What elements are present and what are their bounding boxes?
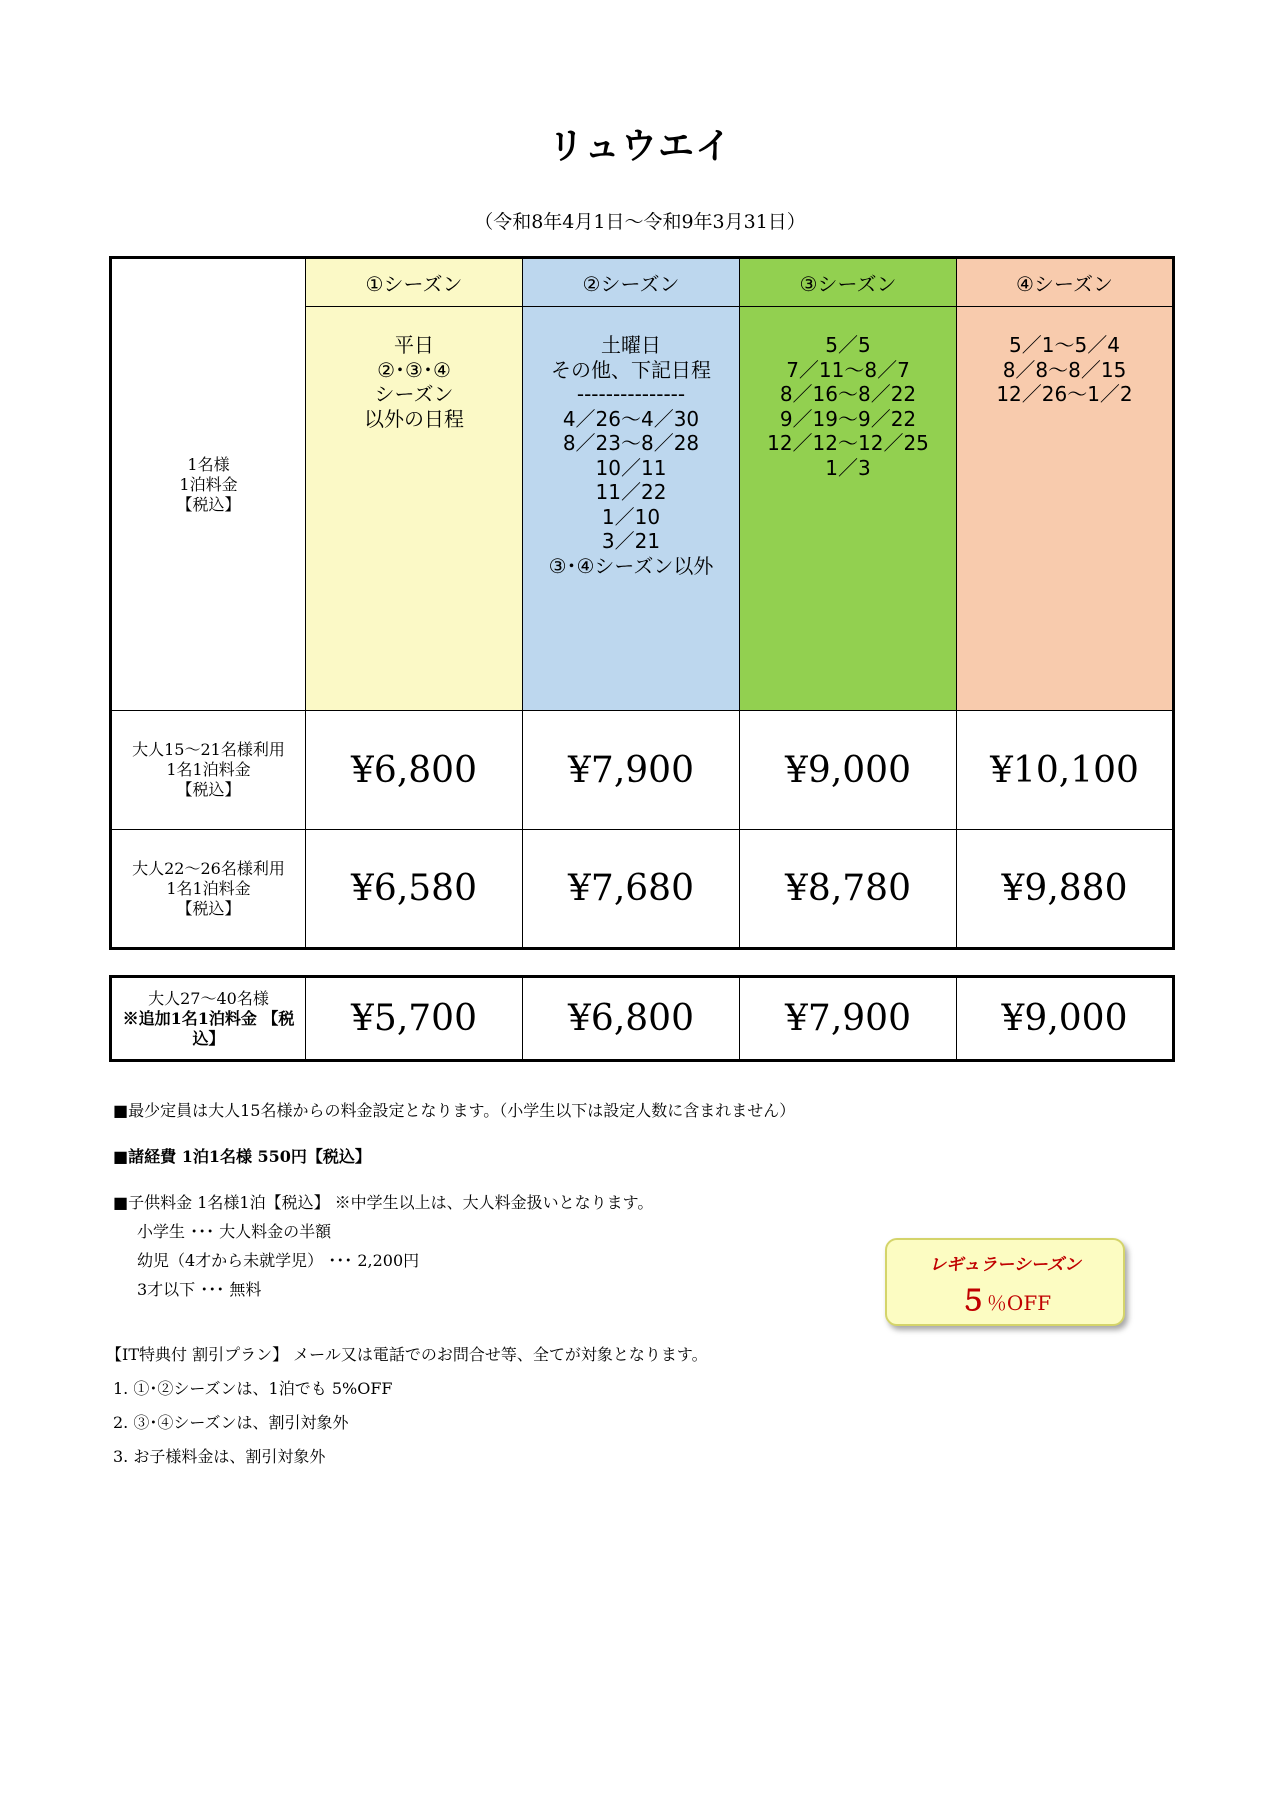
tier1-price-season-2: ¥7,900 (523, 711, 740, 830)
tier2-price-season-2: ¥7,680 (523, 830, 740, 949)
price-table (109, 256, 1175, 950)
tier3-label: 大人27～40名様 ※追加1名1泊料金 【税込】 (111, 977, 306, 1061)
tier2-price-season-4: ¥9,880 (957, 830, 1174, 949)
base-rate-label: 1名様 1泊料金 【税込】 (111, 258, 306, 711)
season-3-header: ③シーズン (740, 258, 957, 307)
tier2-price-season-3: ¥8,780 (740, 830, 957, 949)
season-4-dates: 5／1～5／4 8／8～8／15 12／26～1／2 (957, 307, 1174, 711)
tier1-row (111, 711, 1174, 830)
additional-person-table (109, 975, 1175, 1062)
tier1-price-season-4: ¥10,100 (957, 711, 1174, 830)
tier1-price-season-1: ¥6,800 (306, 711, 523, 830)
child-rate-header: ■子供料金 1名様1泊【税込】 ※中学生以上は、大人料金扱いとなります。 (113, 1193, 654, 1212)
promo-number: ５ (958, 1284, 987, 1317)
tier3-price-season-4: ¥9,000 (957, 977, 1174, 1061)
discount-plan-item: 3. お子様料金は、割引対象外 (113, 1447, 326, 1466)
discount-plan-header: 【IT特典付 割引プラン】 メール又は電話でのお問合せ等、全てが対象となります。 (106, 1345, 708, 1364)
season-2-dates: 土曜日 その他、下記日程 --------------- 4／26～4／30 8／23～8／28 10／11 11／22 1／10 3／21 ③･④シーズン以外 (523, 307, 740, 711)
promo-title: レギュラーシーズン (929, 1255, 1081, 1275)
tier1-price-season-3: ¥9,000 (740, 711, 957, 830)
season-1-header: ①シーズン (306, 258, 523, 307)
tier1-label: 大人15～21名様利用 1名1泊料金 【税込】 (111, 711, 306, 830)
promo-discount (887, 1279, 1123, 1319)
min-people-note: ■最少定員は大人15名様からの料金設定となります。（小学生以下は設定人数に含まれません） (113, 1101, 796, 1120)
tier3-price-season-3: ¥7,900 (740, 977, 957, 1061)
season-1-dates: 平日 ②･③･④ シーズン 以外の日程 (306, 307, 523, 711)
tier3-price-season-1: ¥5,700 (306, 977, 523, 1061)
tier3-price-season-2: ¥6,800 (523, 977, 740, 1061)
season-2-header: ②シーズン (523, 258, 740, 307)
child-rate-item: 小学生 ･･･ 大人料金の半額 (137, 1222, 332, 1241)
child-rate-item: 幼児（4才から未就学児） ･･･ 2,200円 (137, 1251, 420, 1270)
tier3-row (111, 977, 1174, 1061)
child-rate-item: 3才以下 ･･･ 無料 (137, 1280, 262, 1299)
tier2-price-season-1: ¥6,580 (306, 830, 523, 949)
page-title: リュウエイ (548, 125, 732, 167)
promo-suffix: ％OFF (986, 1291, 1052, 1315)
regular-season-discount-badge (885, 1238, 1125, 1326)
fees-note: ■諸経費 1泊1名様 550円【税込】 (113, 1147, 371, 1166)
season-4-header: ④シーズン (957, 258, 1174, 307)
discount-plan-item: 2. ③･④シーズンは、割引対象外 (113, 1413, 349, 1432)
discount-plan-item: 1. ①･②シーズンは、1泊でも 5%OFF (113, 1379, 393, 1398)
tier2-row (111, 830, 1174, 949)
tier2-label: 大人22～26名様利用 1名1泊料金 【税込】 (111, 830, 306, 949)
validity-period: （令和8年4月1日～令和9年3月31日） (474, 211, 806, 233)
season-3-dates: 5／5 7／11～8／7 8／16～8／22 9／19～9／22 12／12～12／25 1／3 (740, 307, 957, 711)
